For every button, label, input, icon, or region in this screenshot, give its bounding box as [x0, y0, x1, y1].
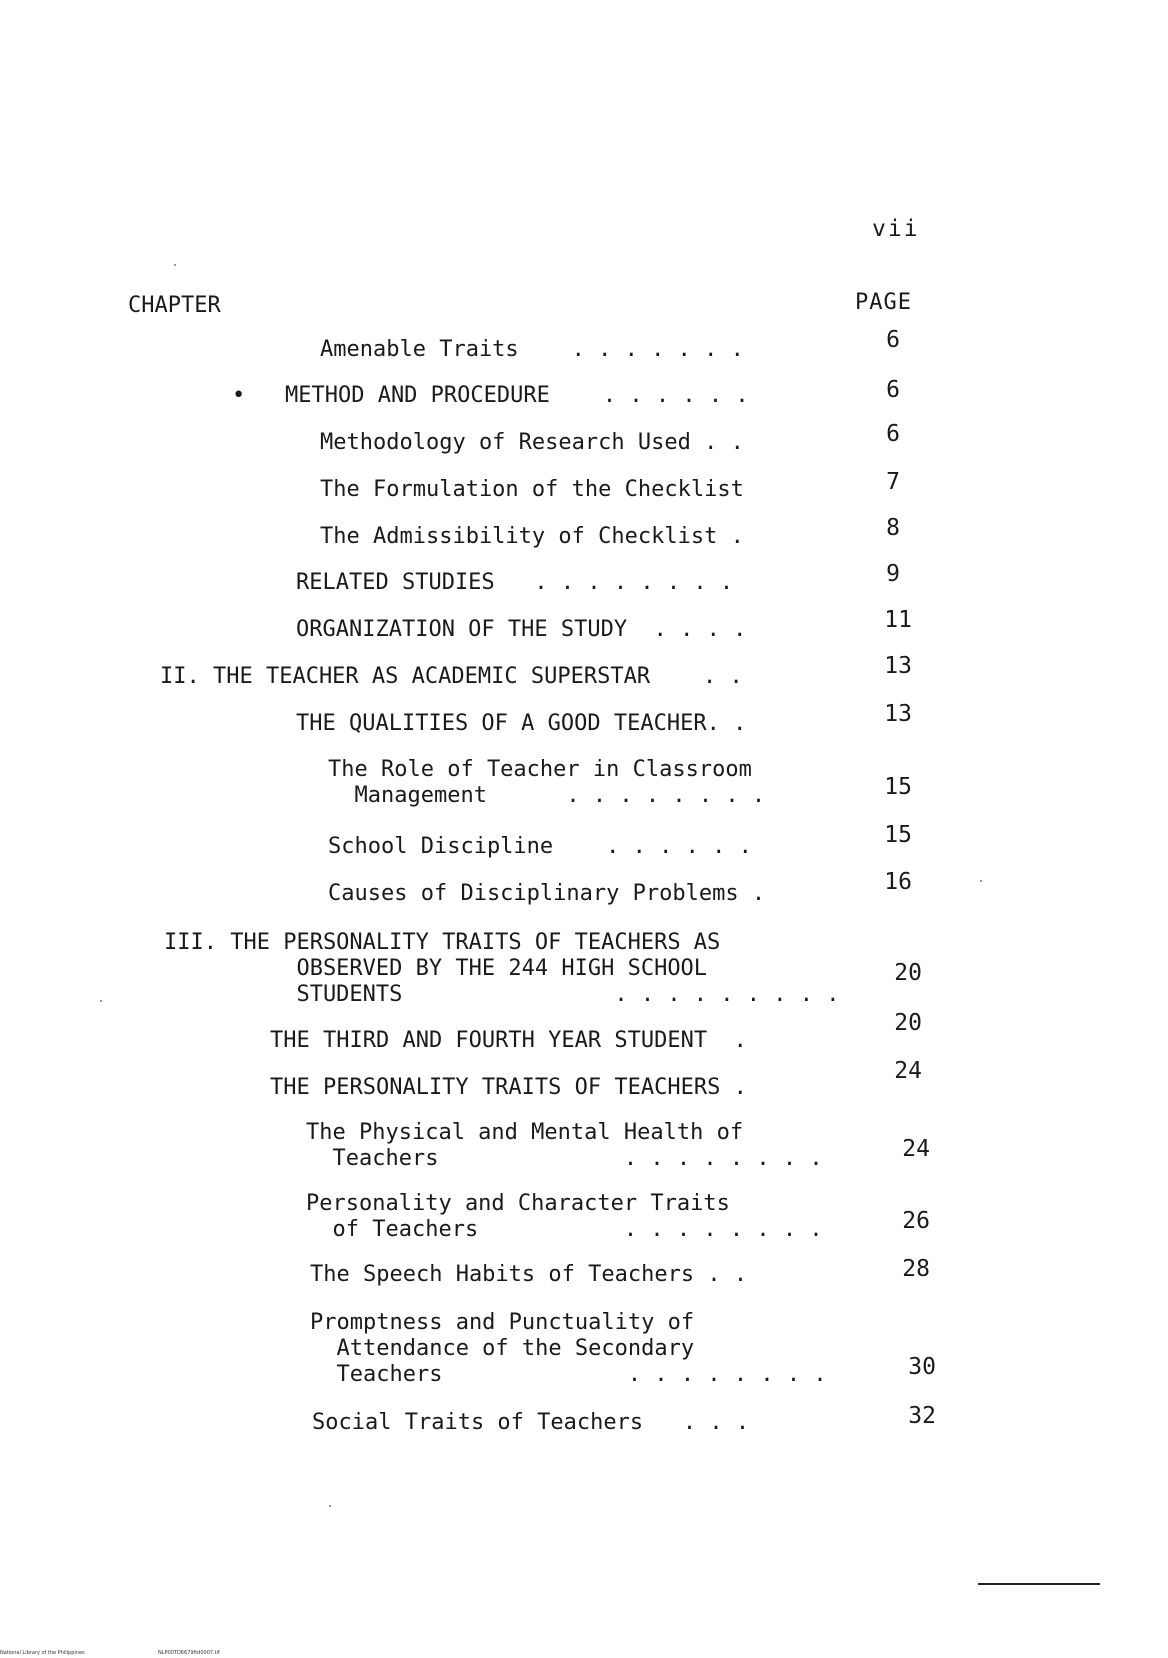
scan-file-label: NLP00TD6679ftd0007.tif — [158, 1650, 220, 1656]
toc-entry-page: 32 — [908, 1403, 936, 1429]
chapter-column-header: CHAPTER — [128, 293, 221, 318]
toc-entry-page: 28 — [902, 1256, 930, 1282]
toc-entry-title: The Role of Teacher in Classroom Management . . . . . . . . — [328, 757, 766, 808]
scan-speck — [980, 880, 982, 882]
toc-entry-title: The Formulation of the Checklist — [320, 477, 744, 502]
toc-entry-page: 24 — [902, 1136, 930, 1162]
scan-speck — [329, 1505, 331, 1507]
toc-entry-title: THE PERSONALITY TRAITS OF TEACHERS . — [270, 1075, 747, 1100]
footer-rule — [978, 1583, 1100, 1585]
toc-entry-page: 7 — [886, 469, 900, 495]
toc-entry-title: THE QUALITIES OF A GOOD TEACHER. . — [296, 711, 747, 736]
scan-library-label: National Library of the Philippines — [0, 1650, 85, 1656]
toc-entry-page: 24 — [894, 1058, 922, 1084]
toc-chapter-title: III. THE PERSONALITY TRAITS OF TEACHERS AS OBSERVED BY THE 244 HIGH SCHOOL STUDENTS . . . . . . . . . — [164, 930, 840, 1007]
toc-entry-title: Promptness and Punctuality of Attendance of the Secondary Teachers . . . . . . . . — [310, 1310, 827, 1387]
toc-entry-title: The Admissibility of Checklist . — [320, 524, 744, 549]
toc-entry-page: 30 — [908, 1354, 936, 1380]
toc-entry-title: Amenable Traits . . . . . . . — [320, 337, 744, 362]
toc-entry-page: 16 — [884, 869, 912, 895]
toc-entry-page: 9 — [886, 561, 900, 587]
toc-entry-title: THE THIRD AND FOURTH YEAR STUDENT . — [270, 1028, 747, 1053]
page-number-roman: vii — [872, 216, 920, 242]
toc-entry-page: 13 — [884, 653, 912, 679]
toc-entry-title: Causes of Disciplinary Problems . — [328, 881, 766, 906]
toc-entry-title: Social Traits of Teachers . . . — [312, 1410, 750, 1435]
toc-entry-title: • METHOD AND PROCEDURE . . . . . . — [232, 383, 749, 408]
toc-entry-page: 20 — [894, 960, 922, 986]
toc-entry-page: 26 — [902, 1208, 930, 1234]
toc-entry-page: 15 — [884, 822, 912, 848]
toc-entry-title: School Discipline . . . . . . — [328, 834, 752, 859]
toc-entry-title: The Physical and Mental Health of Teachers . . . . . . . . — [306, 1120, 823, 1171]
toc-entry-page: 8 — [886, 515, 900, 541]
toc-entry-title: ORGANIZATION OF THE STUDY . . . . — [296, 617, 747, 642]
toc-entry-page: 11 — [884, 607, 912, 633]
page-column-header: PAGE — [855, 290, 912, 315]
toc-entry-page: 15 — [884, 774, 912, 800]
toc-entry-page: 13 — [884, 701, 912, 727]
toc-entry-title: Personality and Character Traits of Teachers . . . . . . . . — [306, 1191, 823, 1242]
toc-entry-page: 6 — [886, 377, 900, 403]
toc-chapter-title: II. THE TEACHER AS ACADEMIC SUPERSTAR . . — [160, 664, 743, 689]
toc-entry-title: The Speech Habits of Teachers . . — [310, 1262, 748, 1287]
scan-speck — [100, 1000, 102, 1002]
toc-entry-title: Methodology of Research Used . . — [320, 430, 744, 455]
toc-entry-page: 20 — [894, 1010, 922, 1036]
toc-entry-title: RELATED STUDIES . . . . . . . . — [296, 570, 734, 595]
toc-entry-page: 6 — [886, 327, 900, 353]
toc-entry-page: 6 — [886, 421, 900, 447]
scan-speck — [174, 264, 176, 266]
